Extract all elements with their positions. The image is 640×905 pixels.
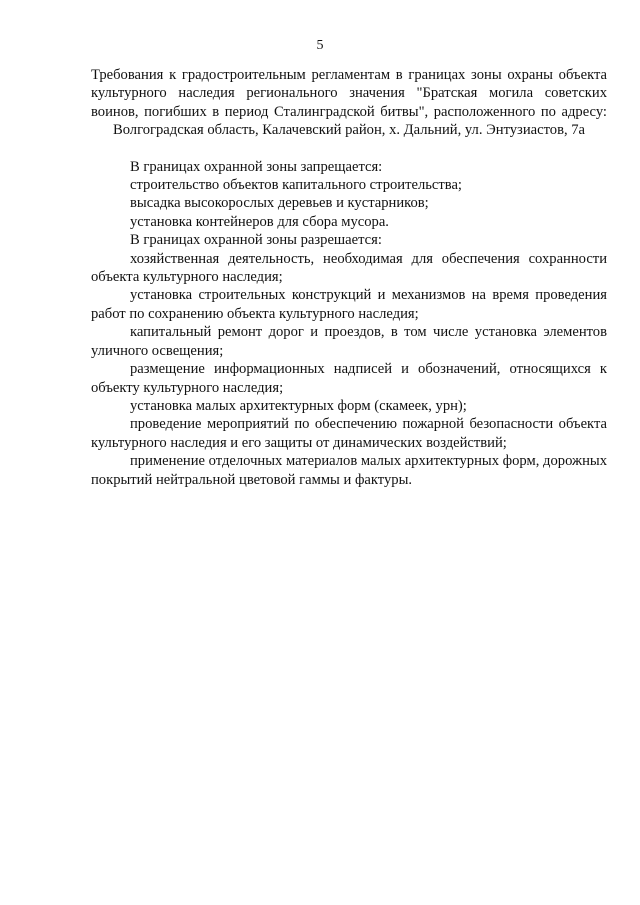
paragraph-prohibited-intro: В границах охранной зоны запрещается: <box>130 158 383 175</box>
paragraph-allowed-intro: В границах охранной зоны разрешается: <box>130 232 382 249</box>
document-body <box>91 66 607 489</box>
paragraph-prohibited-containers: установка контейнеров для сбора мусора. <box>130 213 389 230</box>
page-number: 5 <box>316 38 324 53</box>
paragraph-prohibited-planting: высадка высокорослых деревьев и кустарников; <box>130 195 429 212</box>
paragraph-allowed-construction-equipment: установка строительных конструкций и механизмов на время проведения работ по сохранению объекта культурного наследия; <box>91 287 607 322</box>
paragraph-allowed-economic-activity: хозяйственная деятельность, необходимая для обеспечения сохранности объекта культурного наследия; <box>91 250 607 286</box>
document-paragraphs <box>91 158 607 489</box>
paragraph-allowed-finishing-materials: применение отделочных материалов малых архитектурных форм, дорожных покрытий нейтральной цветовой гаммы и фактуры. <box>91 453 607 488</box>
paragraph-allowed-info-signs: размещение информационных надписей и обозначений, относящихся к объекту культурного наследия; <box>91 361 607 396</box>
paragraph-allowed-road-repair: капитальный ремонт дорог и проездов, в том числе установка элементов уличного освещения; <box>91 324 607 359</box>
paragraph-allowed-small-forms: установка малых архитектурных форм (скамеек, урн); <box>130 397 467 414</box>
document-heading: Требования к градостроительным регламентам в границах зоны охраны объекта культурного наследия регионального значения "Братская могила советских воинов, погибших в период Сталинградской битвы", расположенного по адресу: Волгоградская область, Калачевский район, х. Дальний, ул. Энтузиастов, 7а <box>91 67 607 139</box>
paragraph-prohibited-construction: строительство объектов капитального строительства; <box>130 177 462 194</box>
paragraph-allowed-fire-safety: проведение мероприятий по обеспечению пожарной безопасности объекта культурного наследия и его защиты от динамических воздействий; <box>91 416 607 451</box>
